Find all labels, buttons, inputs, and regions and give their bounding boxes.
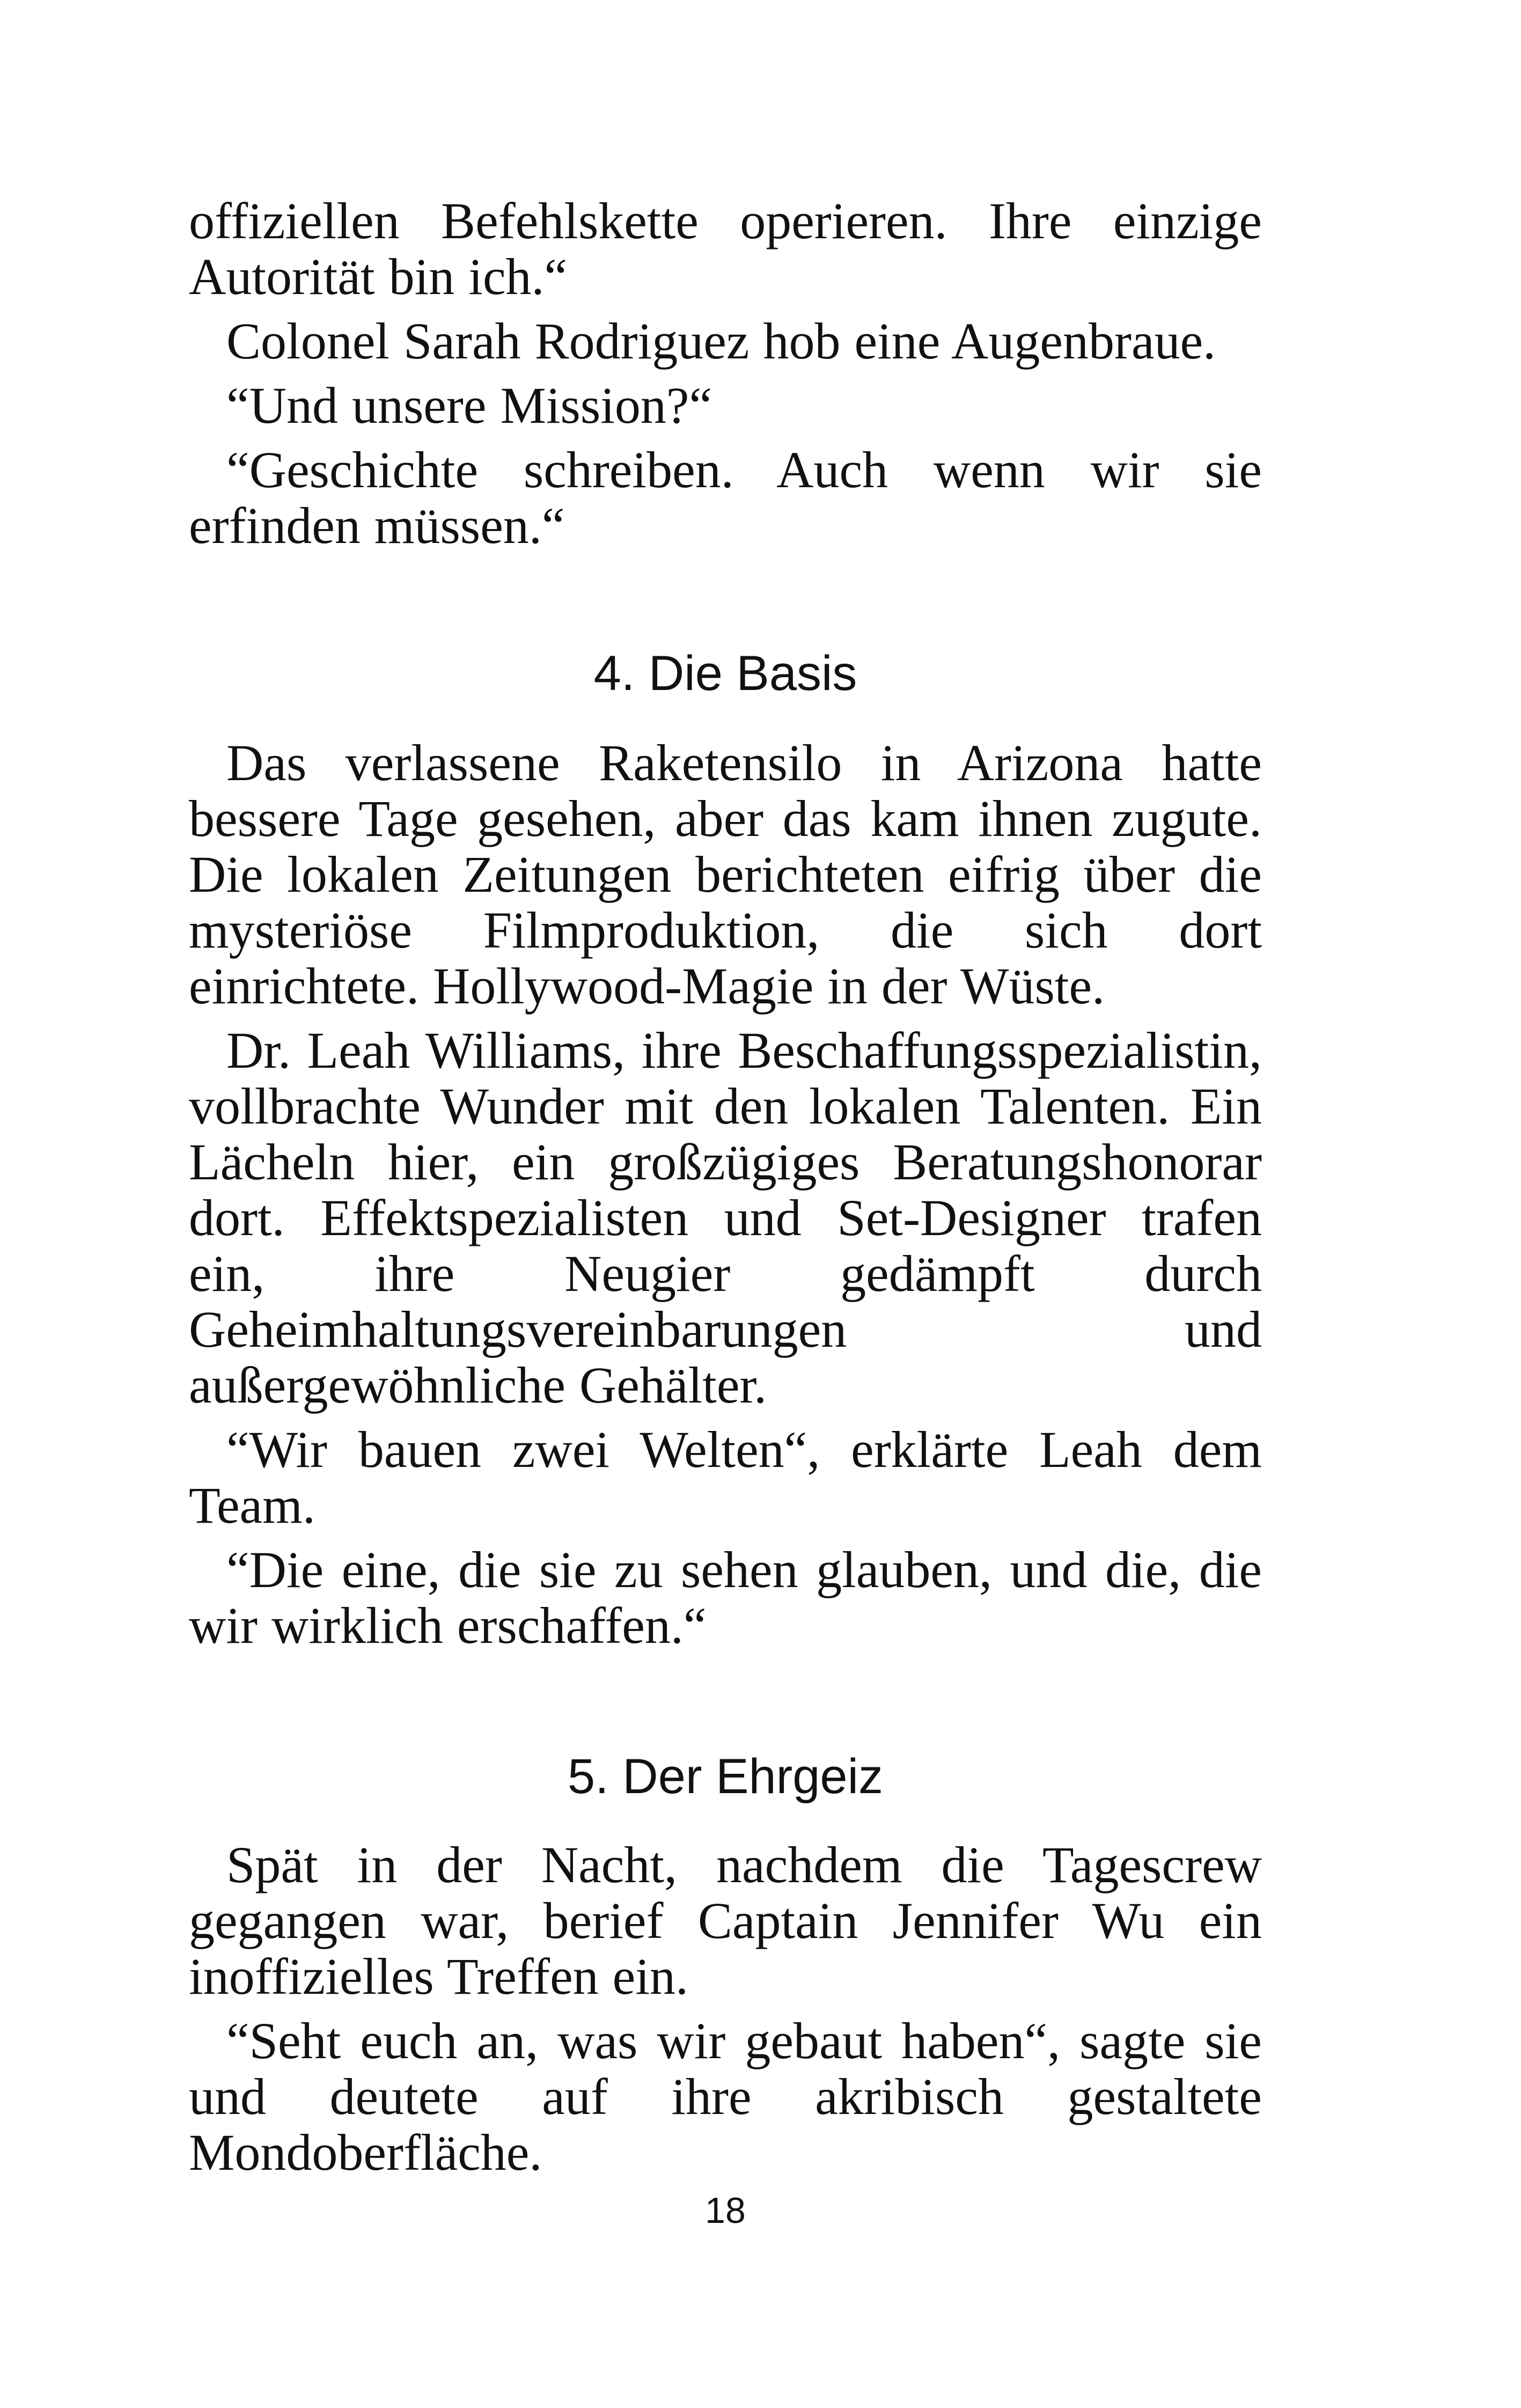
paragraph: “Und unsere Mission?“ (226, 377, 712, 434)
paragraph: Spät in der Nacht, nachdem die Tagescrew gegangen war, berief Captain Jennifer Wu ein inoffizielles Treffen ein. (189, 1836, 1262, 2005)
text-block-section-5 (189, 1837, 1262, 2181)
text-block-section-4 (189, 735, 1262, 1654)
paragraph: “Geschichte schreiben. Auch wenn wir sie erfinden müssen.“ (189, 441, 1262, 554)
paragraph: Colonel Sarah Rodriguez hob eine Augenbraue. (226, 312, 1216, 370)
text-block-continuation (189, 193, 1262, 554)
paragraph: “Wir bauen zwei Welten“, erklärte Leah dem Team. (189, 1421, 1262, 1534)
paragraph: Dr. Leah Williams, ihre Beschaffungsspezialistin, vollbrachte Wunder mit den lokalen Talenten. Ein Lächeln hier, ein großzügiges Beratungshonorar dort. Effektspezialisten und Set-Designer trafen ein, ihre Neugier gedämpft durch Geheimhaltungsvereinbarungen und außergewöhnliche Gehälter. (189, 1022, 1262, 1414)
section-heading: 4. Die Basis (593, 646, 857, 701)
paragraph: offiziellen Befehlskette operieren. Ihre einzige Autorität bin ich.“ (189, 192, 1262, 305)
section-heading: 5. Der Ehrgeiz (567, 1749, 884, 1804)
paragraph: “Seht euch an, was wir gebaut haben“, sagte sie und deutete auf ihre akribisch gestaltete Mondoberfläche. (189, 2012, 1262, 2181)
paragraph: Das verlassene Raketensilo in Arizona hatte bessere Tage gesehen, aber das kam ihnen zugute. Die lokalen Zeitungen berichteten eifrig über die mysteriöse Filmproduktion, die sich dort einrichtete. Hollywood-Magie in der Wüste. (189, 734, 1262, 1015)
paragraph: “Die eine, die sie zu sehen glauben, und die, die wir wirklich erschaffen.“ (189, 1541, 1262, 1654)
page-number: 18 (705, 2190, 746, 2231)
